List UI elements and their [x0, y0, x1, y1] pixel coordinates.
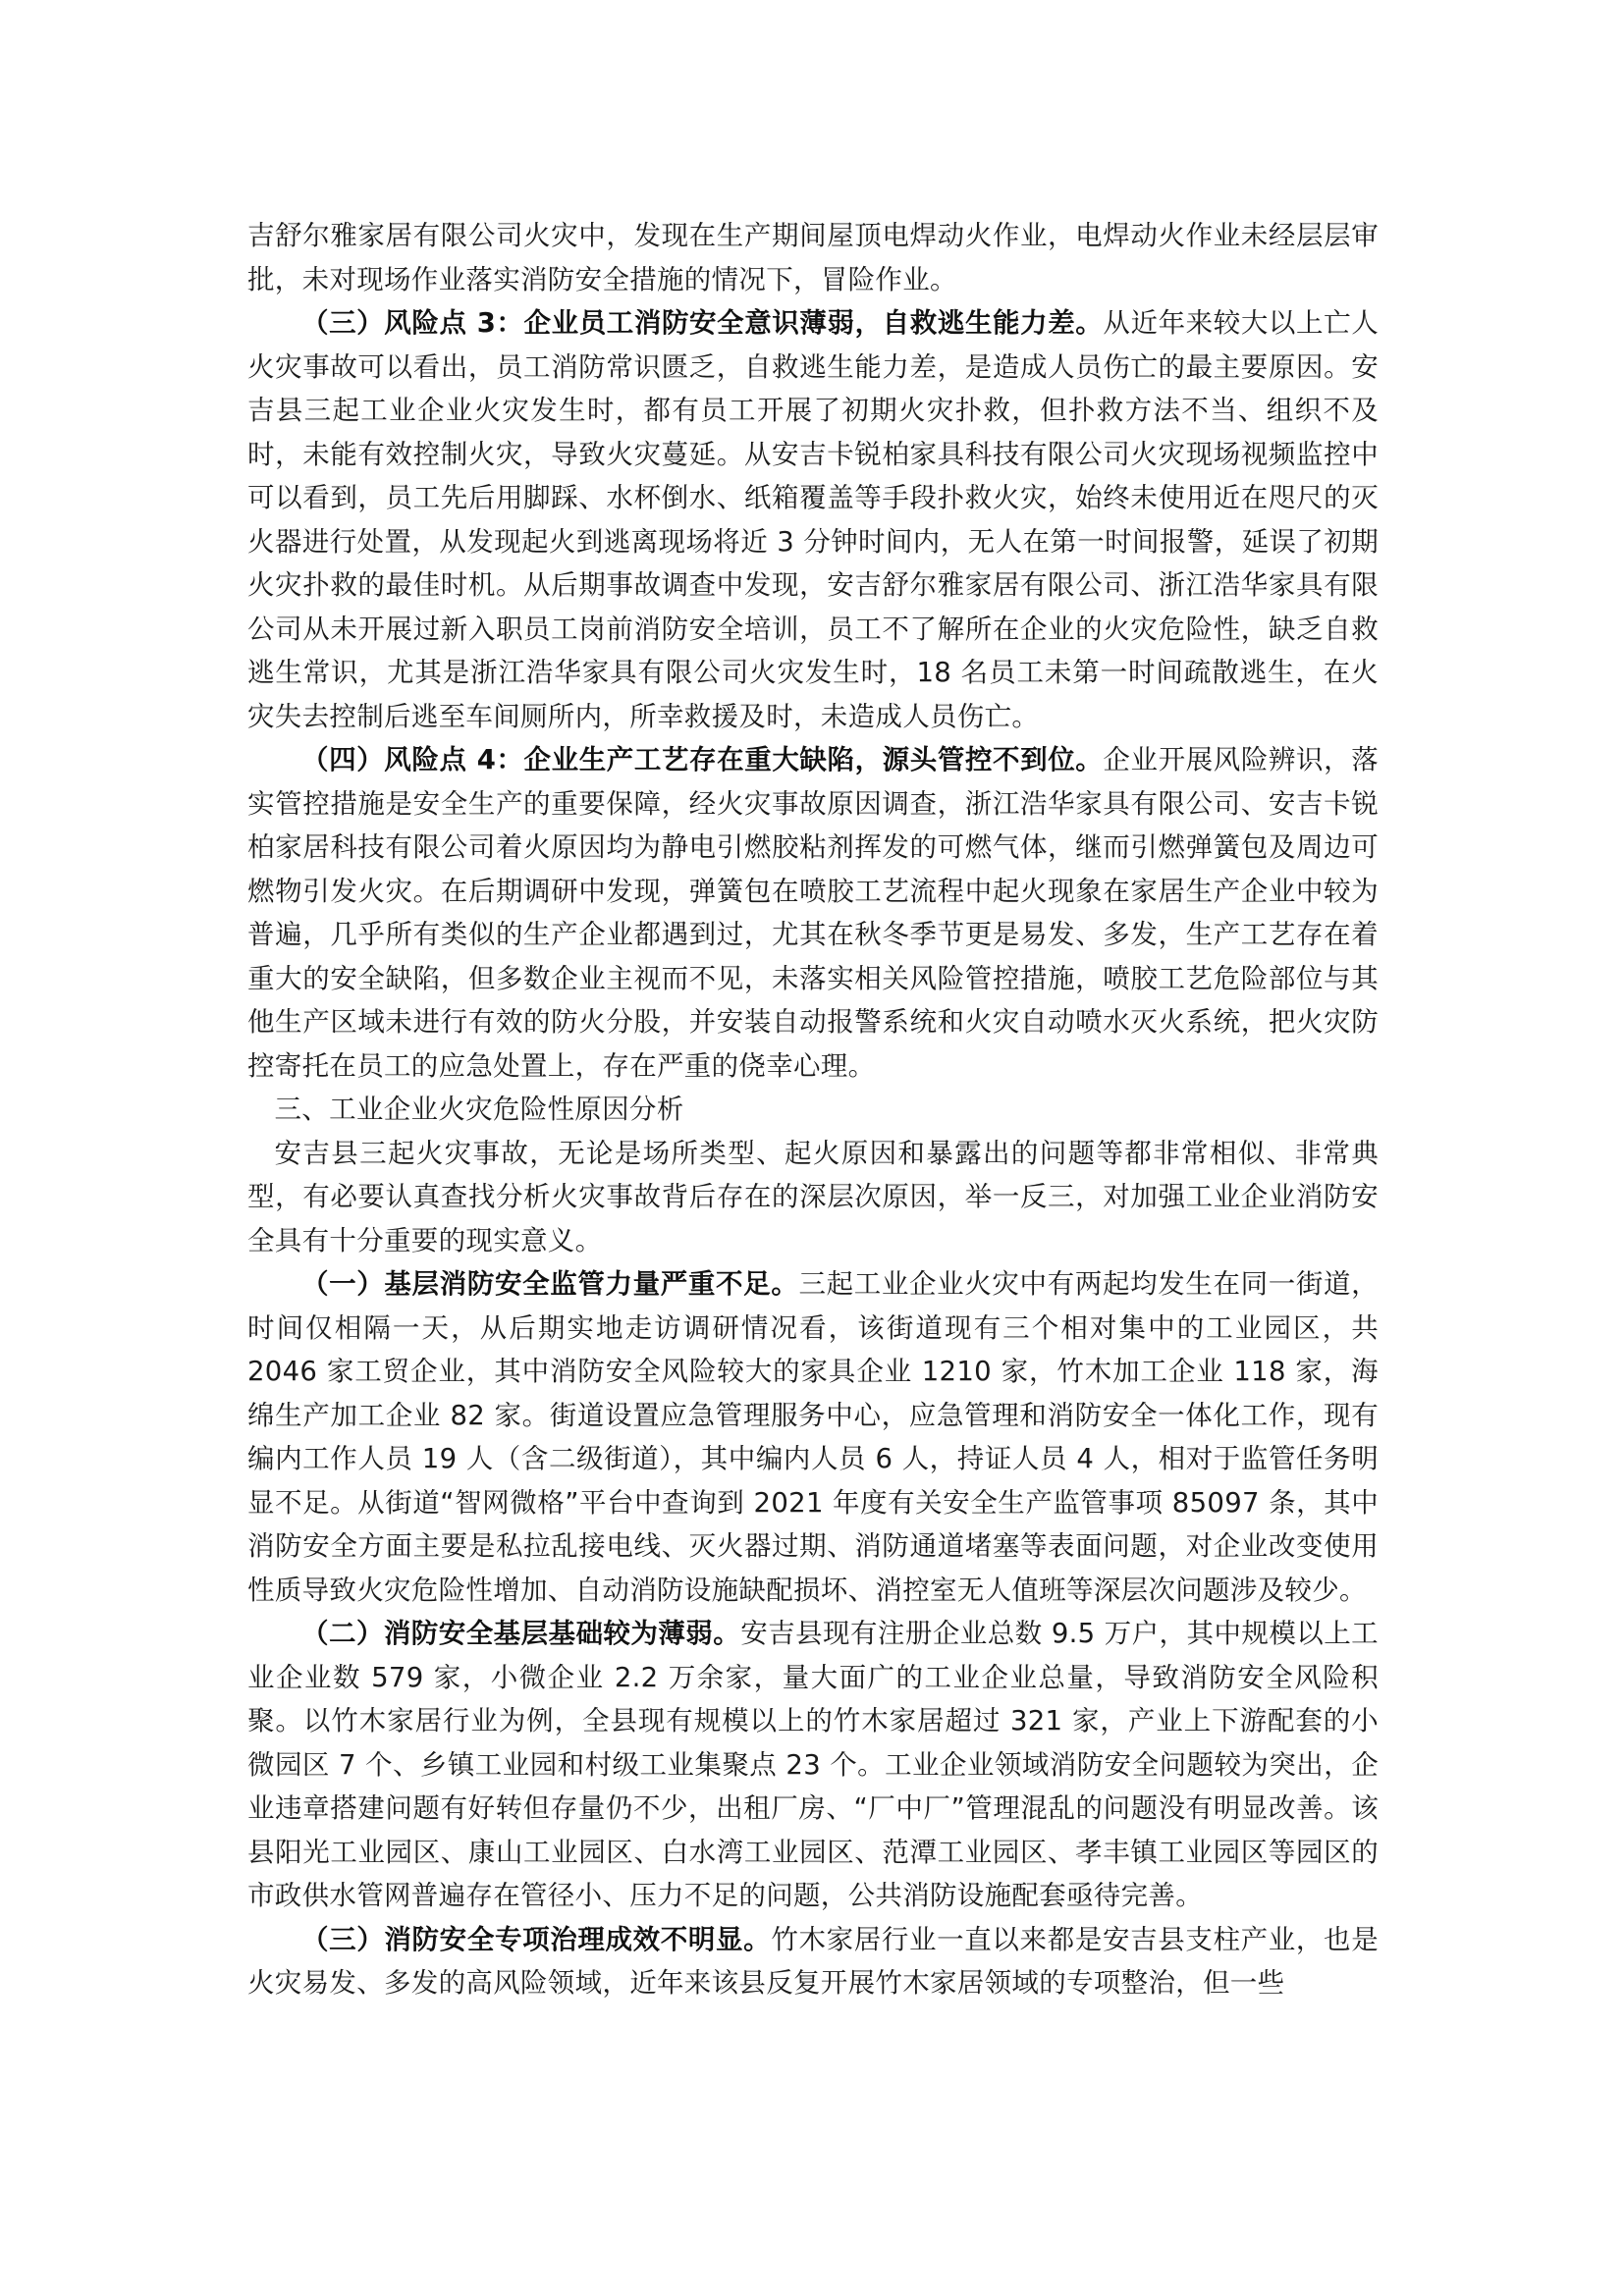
paragraph-heading: （四）风险点 4：企业生产工艺存在重大缺陷，源头管控不到位。: [301, 744, 1104, 775]
paragraph-section-intro: [247, 1132, 1379, 1263]
section-heading: [247, 1088, 1379, 1132]
paragraph-body: 三起工业企业火灾中有两起均发生在同一街道，时间仅相隔一天，从后期实地走访调研情况看，该街道现有三个相对集中的工业园区，共 2046 家工贸企业，其中消防安全风险较大的家具企业 1210 家，竹木加工企业 118 家，海绵生产加工企业 82 家。街道设置应急管理服务中心，应急管理和消防安全一体化工作，现有编内工作人员 19 人（含二级街道），其中编内人员 6 人，持证人员 4 人，相对于监管任务明显不足。从街道“智网微格”平台中查询到 2021 年度有关安全生产监管事项 85097 条，其中消防安全方面主要是私拉乱接电线、灭火器过期、消防通道堵塞等表面问题，对企业改变使用性质导致火灾危险性增加、自动消防设施缺配损坏、消控室无人值班等深层次问题涉及较少。: [247, 1268, 1379, 1606]
paragraph-cause-3: [247, 1918, 1379, 2005]
paragraph-continuation: [247, 214, 1379, 301]
paragraph-body: 吉舒尔雅家居有限公司火灾中，发现在生产期间屋顶电焊动火作业，电焊动火作业未经层层审批，未对现场作业落实消防安全措施的情况下，冒险作业。: [247, 220, 1379, 295]
paragraph-heading: （三）风险点 3：企业员工消防安全意识薄弱，自救逃生能力差。: [301, 307, 1104, 339]
paragraph-risk-point-3: [247, 301, 1379, 738]
paragraph-body: 竹木家居行业一直以来都是安吉县支柱产业，也是火灾易发、多发的高风险领域，近年来该县反复开展竹木家居领域的专项整治，但一些: [247, 1923, 1379, 1999]
paragraph-body: 企业开展风险辨识，落实管控措施是安全生产的重要保障，经火灾事故原因调查，浙江浩华家具有限公司、安吉卡锐柏家居科技有限公司着火原因均为静电引燃胶粘剂挥发的可燃气体，继而引燃弹簧包及周边可燃物引发火灾。在后期调研中发现，弹簧包在喷胶工艺流程中起火现象在家居生产企业中较为普遍，几乎所有类似的生产企业都遇到过，尤其在秋冬季节更是易发、多发，生产工艺存在着重大的安全缺陷，但多数企业主视而不见，未落实相关风险管控措施，喷胶工艺危险部位与其他生产区域未进行有效的防火分股，并安装自动报警系统和火灾自动喷水灭火系统，把火灾防控寄托在员工的应急处置上，存在严重的侥幸心理。: [247, 744, 1379, 1082]
paragraph-body: 从近年来较大以上亡人火灾事故可以看出，员工消防常识匮乏，自救逃生能力差，是造成人员伤亡的最主要原因。安吉县三起工业企业火灾发生时，都有员工开展了初期火灾扑救，但扑救方法不当、组织不及时，未能有效控制火灾，导致火灾蔓延。从安吉卡锐柏家具科技有限公司火灾现场视频监控中可以看到，员工先后用脚踩、水杯倒水、纸箱覆盖等手段扑救火灾，始终未使用近在咫尺的灭火器进行处置，从发现起火到逃离现场将近 3 分钟时间内，无人在第一时间报警，延误了初期火灾扑救的最佳时机。从后期事故调查中发现，安吉舒尔雅家居有限公司、浙江浩华家具有限公司从未开展过新入职员工岗前消防安全培训，员工不了解所在企业的火灾危险性，缺乏自救逃生常识，尤其是浙江浩华家具有限公司火灾发生时，18 名员工未第一时间疏散逃生，在火灾失去控制后逃至车间厕所内，所幸救援及时，未造成人员伤亡。: [247, 307, 1379, 732]
paragraph-heading: （三）消防安全专项治理成效不明显。: [301, 1923, 772, 1955]
paragraph-body: 安吉县现有注册企业总数 9.5 万户，其中规模以上工业企业数 579 家，小微企业 2.2 万余家，量大面广的工业企业总量，导致消防安全风险积聚。以竹木家居行业为例，全县现有规模以上的竹木家居超过 321 家，产业上下游配套的小微园区 7 个、乡镇工业园和村级工业集聚点 23 个。工业企业领域消防安全问题较为突出，企业违章搭建问题有好转但存量仍不少，出租厂房、“厂中厂”管理混乱的问题没有明显改善。该县阳光工业园区、康山工业园区、白水湾工业园区、范潭工业园区、孝丰镇工业园区等园区的市政供水管网普遍存在管径小、压力不足的问题，公共消防设施配套亟待完善。: [247, 1618, 1379, 1911]
paragraph-risk-point-4: [247, 738, 1379, 1088]
paragraph-body: 安吉县三起火灾事故，无论是场所类型、起火原因和暴露出的问题等都非常相似、非常典型，有必要认真查找分析火灾事故背后存在的深层次原因，举一反三，对加强工业企业消防安全具有十分重要的现实意义。: [247, 1137, 1379, 1256]
paragraph-heading: （一）基层消防安全监管力量严重不足。: [301, 1268, 799, 1300]
document-page: [247, 214, 1379, 2177]
paragraph-heading: （二）消防安全基层基础较为薄弱。: [301, 1618, 741, 1649]
paragraph-cause-2: [247, 1612, 1379, 1918]
section-title: 三、工业企业火灾危险性原因分析: [274, 1094, 684, 1125]
paragraph-cause-1: [247, 1262, 1379, 1612]
